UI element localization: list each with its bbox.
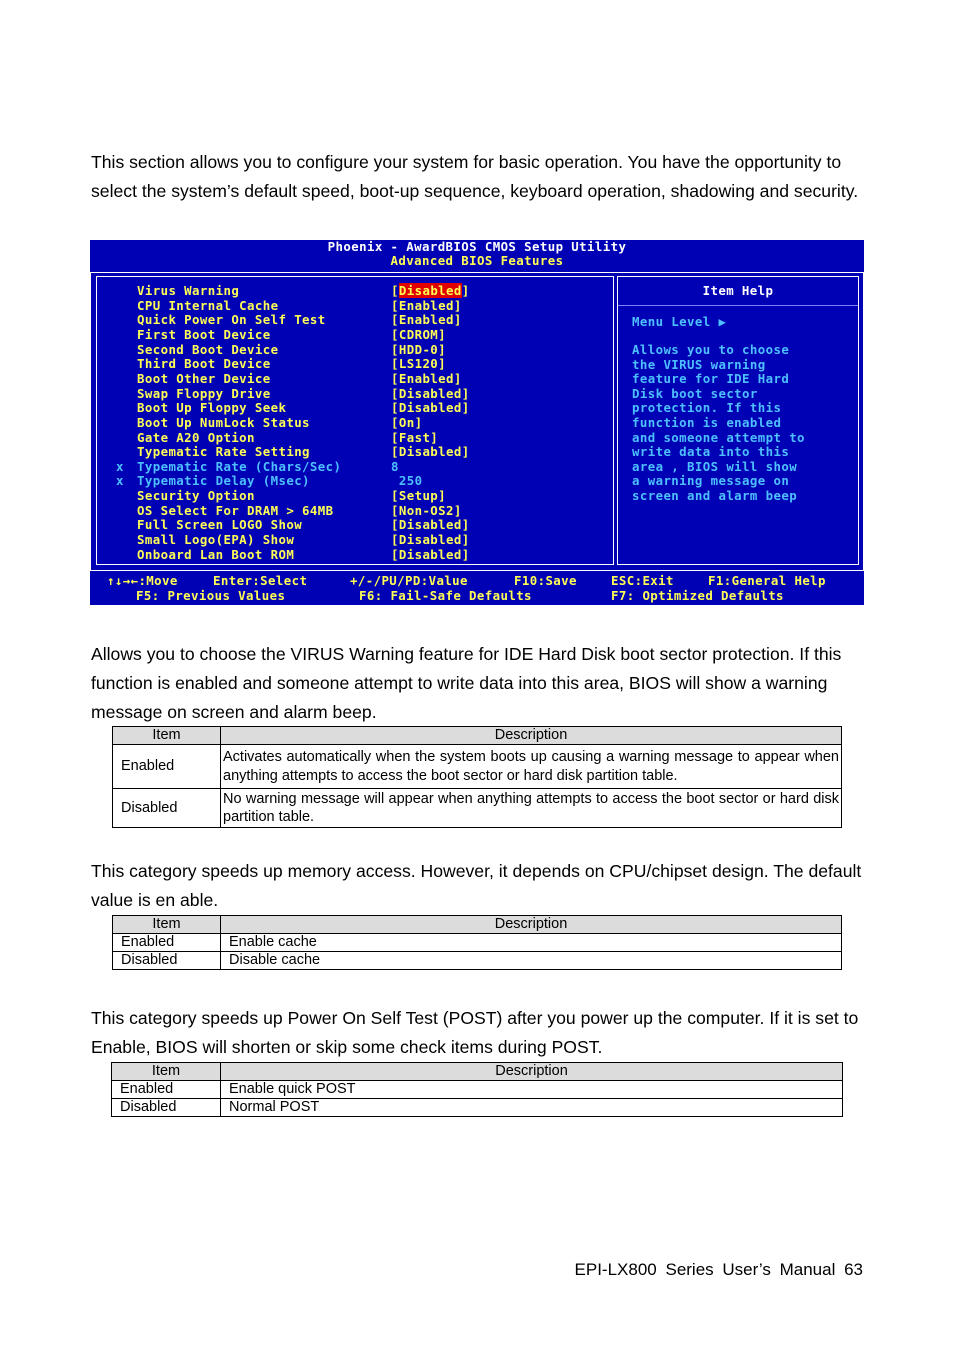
virus-warning-table [112,726,842,828]
bios-setting-label: Boot Up NumLock Status [137,414,310,430]
disabled-mark-icon: x [116,458,124,474]
selected-value-highlight: Disabled [398,283,462,298]
key-select: Enter:Select [213,573,308,588]
bios-title: Phoenix - AwardBIOS CMOS Setup Utility [327,239,627,254]
bios-setting-label: Onboard Lan Boot ROM [137,546,295,562]
table-cell-description: Disable cache [221,952,842,970]
bios-setting-label: Typematic Rate Setting [137,444,310,460]
section3-paragraph: This category speeds up Power On Self Test (POST) after you power up the computer. If it is set to Enable, BIOS will shorten or skip some check items during POST. [91,1008,859,1057]
table-row [112,1081,843,1099]
table-row [113,789,842,828]
value-text: 250 [391,473,423,489]
key-help: F1:General Help [708,573,826,588]
value-text: [Disabled] [391,546,470,562]
table-cell-description: Enable quick POST [221,1081,843,1099]
table-cell-item: Disabled [113,789,221,828]
section1-paragraph: Allows you to choose the VIRUS Warning feature for IDE Hard Disk boot sector protection. If this function is enabled and someone attempt to write data into this area, BIOS will show a warning message on screen and alarm beep. [91,644,842,722]
bios-setting-value[interactable] [391,284,470,299]
bios-setting-label: CPU Internal Cache [137,297,279,313]
help-menu-level: Menu Level ▶ [632,314,727,329]
bios-frame [90,272,864,571]
bios-setting-label: Full Screen LOGO Show [137,517,303,533]
bios-setting-label: Boot Up Floppy Seek [137,400,287,416]
table-row [113,745,842,789]
value-text: [Enabled] [391,312,462,328]
bios-setting-label: Typematic Delay (Msec) [137,473,310,489]
bios-setting-value[interactable] [391,548,470,563]
value-text: [Non-OS2] [391,502,462,518]
value-text: [Disabled] [391,444,470,460]
table-cell-description: Normal POST [221,1099,843,1117]
section2-paragraph: This category speeds up memory access. However, it depends on CPU/chipset design. The default value is en able. [91,861,862,910]
bios-subtitle: Advanced BIOS Features [390,253,564,268]
table-cell-item: Disabled [112,1099,221,1117]
bios-settings-panel [96,276,614,565]
bios-screen [90,240,864,605]
quick-post-table [111,1062,843,1117]
table-row [112,1099,843,1117]
bios-setting-label: Virus Warning [137,283,240,298]
key-exit: ESC:Exit [611,573,674,588]
bios-setting-label: Gate A20 Option [137,429,255,445]
table-header-description: Description [221,727,842,745]
bios-setting-label: First Boot Device [137,326,271,342]
bios-help-panel [617,276,859,565]
value-text: [LS120] [391,356,447,372]
bios-setting-value[interactable] [391,533,470,548]
value-text: [Setup] [391,488,447,504]
table-cell-item: Disabled [113,952,221,970]
bios-setting-label: Typematic Rate (Chars/Sec) [137,458,342,474]
disabled-mark-icon: x [116,473,124,489]
key-move: ↑↓→←:Move [107,573,178,588]
value-text: [HDD-0] [391,341,447,357]
table-cell-description: Activates automatically when the system boots up causing a warning message to appear when anything attempts to access the boot sector or hard disk partition table. [221,745,842,789]
bios-setting-value[interactable] [391,504,462,519]
bios-setting-value[interactable] [391,474,422,489]
value-text: [Disabled] [391,400,470,416]
key-value: +/-/PU/PD:Value [350,573,468,588]
value-text: [CDROM] [391,326,447,342]
table-header-description: Description [221,1063,843,1081]
table-cell-item: Enabled [112,1081,221,1099]
page-footer: EPI-LX800 Series User’s Manual 63 [574,1260,863,1279]
value-text: 8 [391,458,399,474]
key-optimized: F7: Optimized Defaults [611,588,784,603]
key-failsafe: F6: Fail-Safe Defaults [359,588,532,603]
bios-setting-value[interactable] [391,299,462,314]
bios-setting-value[interactable] [391,445,470,460]
bios-setting-label: Third Boot Device [137,356,271,372]
value-text: ] [461,283,470,298]
table-header-item: Item [113,727,221,745]
value-text: [Fast] [391,429,439,445]
bios-setting-label: Quick Power On Self Test [137,312,326,328]
help-title: Item Help [702,283,774,298]
value-text: [Enabled] [391,297,462,313]
bios-setting-label: OS Select For DRAM > 64MB [137,502,334,518]
bios-setting-label: Small Logo(EPA) Show [137,532,295,548]
help-divider [618,305,858,306]
value-text: [ [391,283,399,298]
bios-setting-value[interactable] [391,489,446,504]
table-cell-description: No warning message will appear when anything attempts to access the boot sector or hard disk partition table. [221,789,842,828]
table-row [113,934,842,952]
table-header-item: Item [112,1063,221,1081]
bios-setting-label: Security Option [137,488,255,504]
intro-paragraph: This section allows you to configure your system for basic operation. You have the opportunity to select the system’s default speed, boot-up sequence, keyboard operation, shadowing and security. [91,152,859,201]
cpu-cache-table [112,915,842,970]
table-row [113,952,842,970]
bios-setting-value[interactable] [391,518,470,533]
bios-setting-value[interactable] [391,416,422,431]
table-header-description: Description [221,916,842,934]
value-text: [Disabled] [391,517,470,533]
bios-setting-value[interactable] [391,372,462,387]
bios-setting-value[interactable] [391,431,438,446]
bios-setting-value[interactable] [391,460,399,475]
table-cell-item: Enabled [113,934,221,952]
help-text: Allows you to choose the VIRUS warning feature for IDE Hard Disk boot sector protection. If this function is enabled and someone attempt to write data into this area , BIOS will show a warning message on screen and alarm beep [632,342,805,503]
table-cell-description: Enable cache [221,934,842,952]
table-header-item: Item [113,916,221,934]
bios-setting-value[interactable] [391,343,446,358]
bios-setting-label: Boot Other Device [137,370,271,386]
bios-setting-value[interactable] [391,313,462,328]
value-text: [Disabled] [391,532,470,548]
bios-setting-label: Swap Floppy Drive [137,385,271,401]
bios-setting-label: Second Boot Device [137,341,279,357]
value-text: [Disabled] [391,385,470,401]
table-cell-item: Enabled [113,745,221,789]
bios-setting-value[interactable] [391,328,446,343]
key-save: F10:Save [514,573,577,588]
bios-setting-value[interactable] [391,401,470,416]
bios-setting-value[interactable] [391,357,446,372]
bios-setting-value[interactable] [391,387,470,402]
value-text: [On] [391,414,423,430]
key-previous: F5: Previous Values [136,588,286,603]
value-text: [Enabled] [391,370,462,386]
